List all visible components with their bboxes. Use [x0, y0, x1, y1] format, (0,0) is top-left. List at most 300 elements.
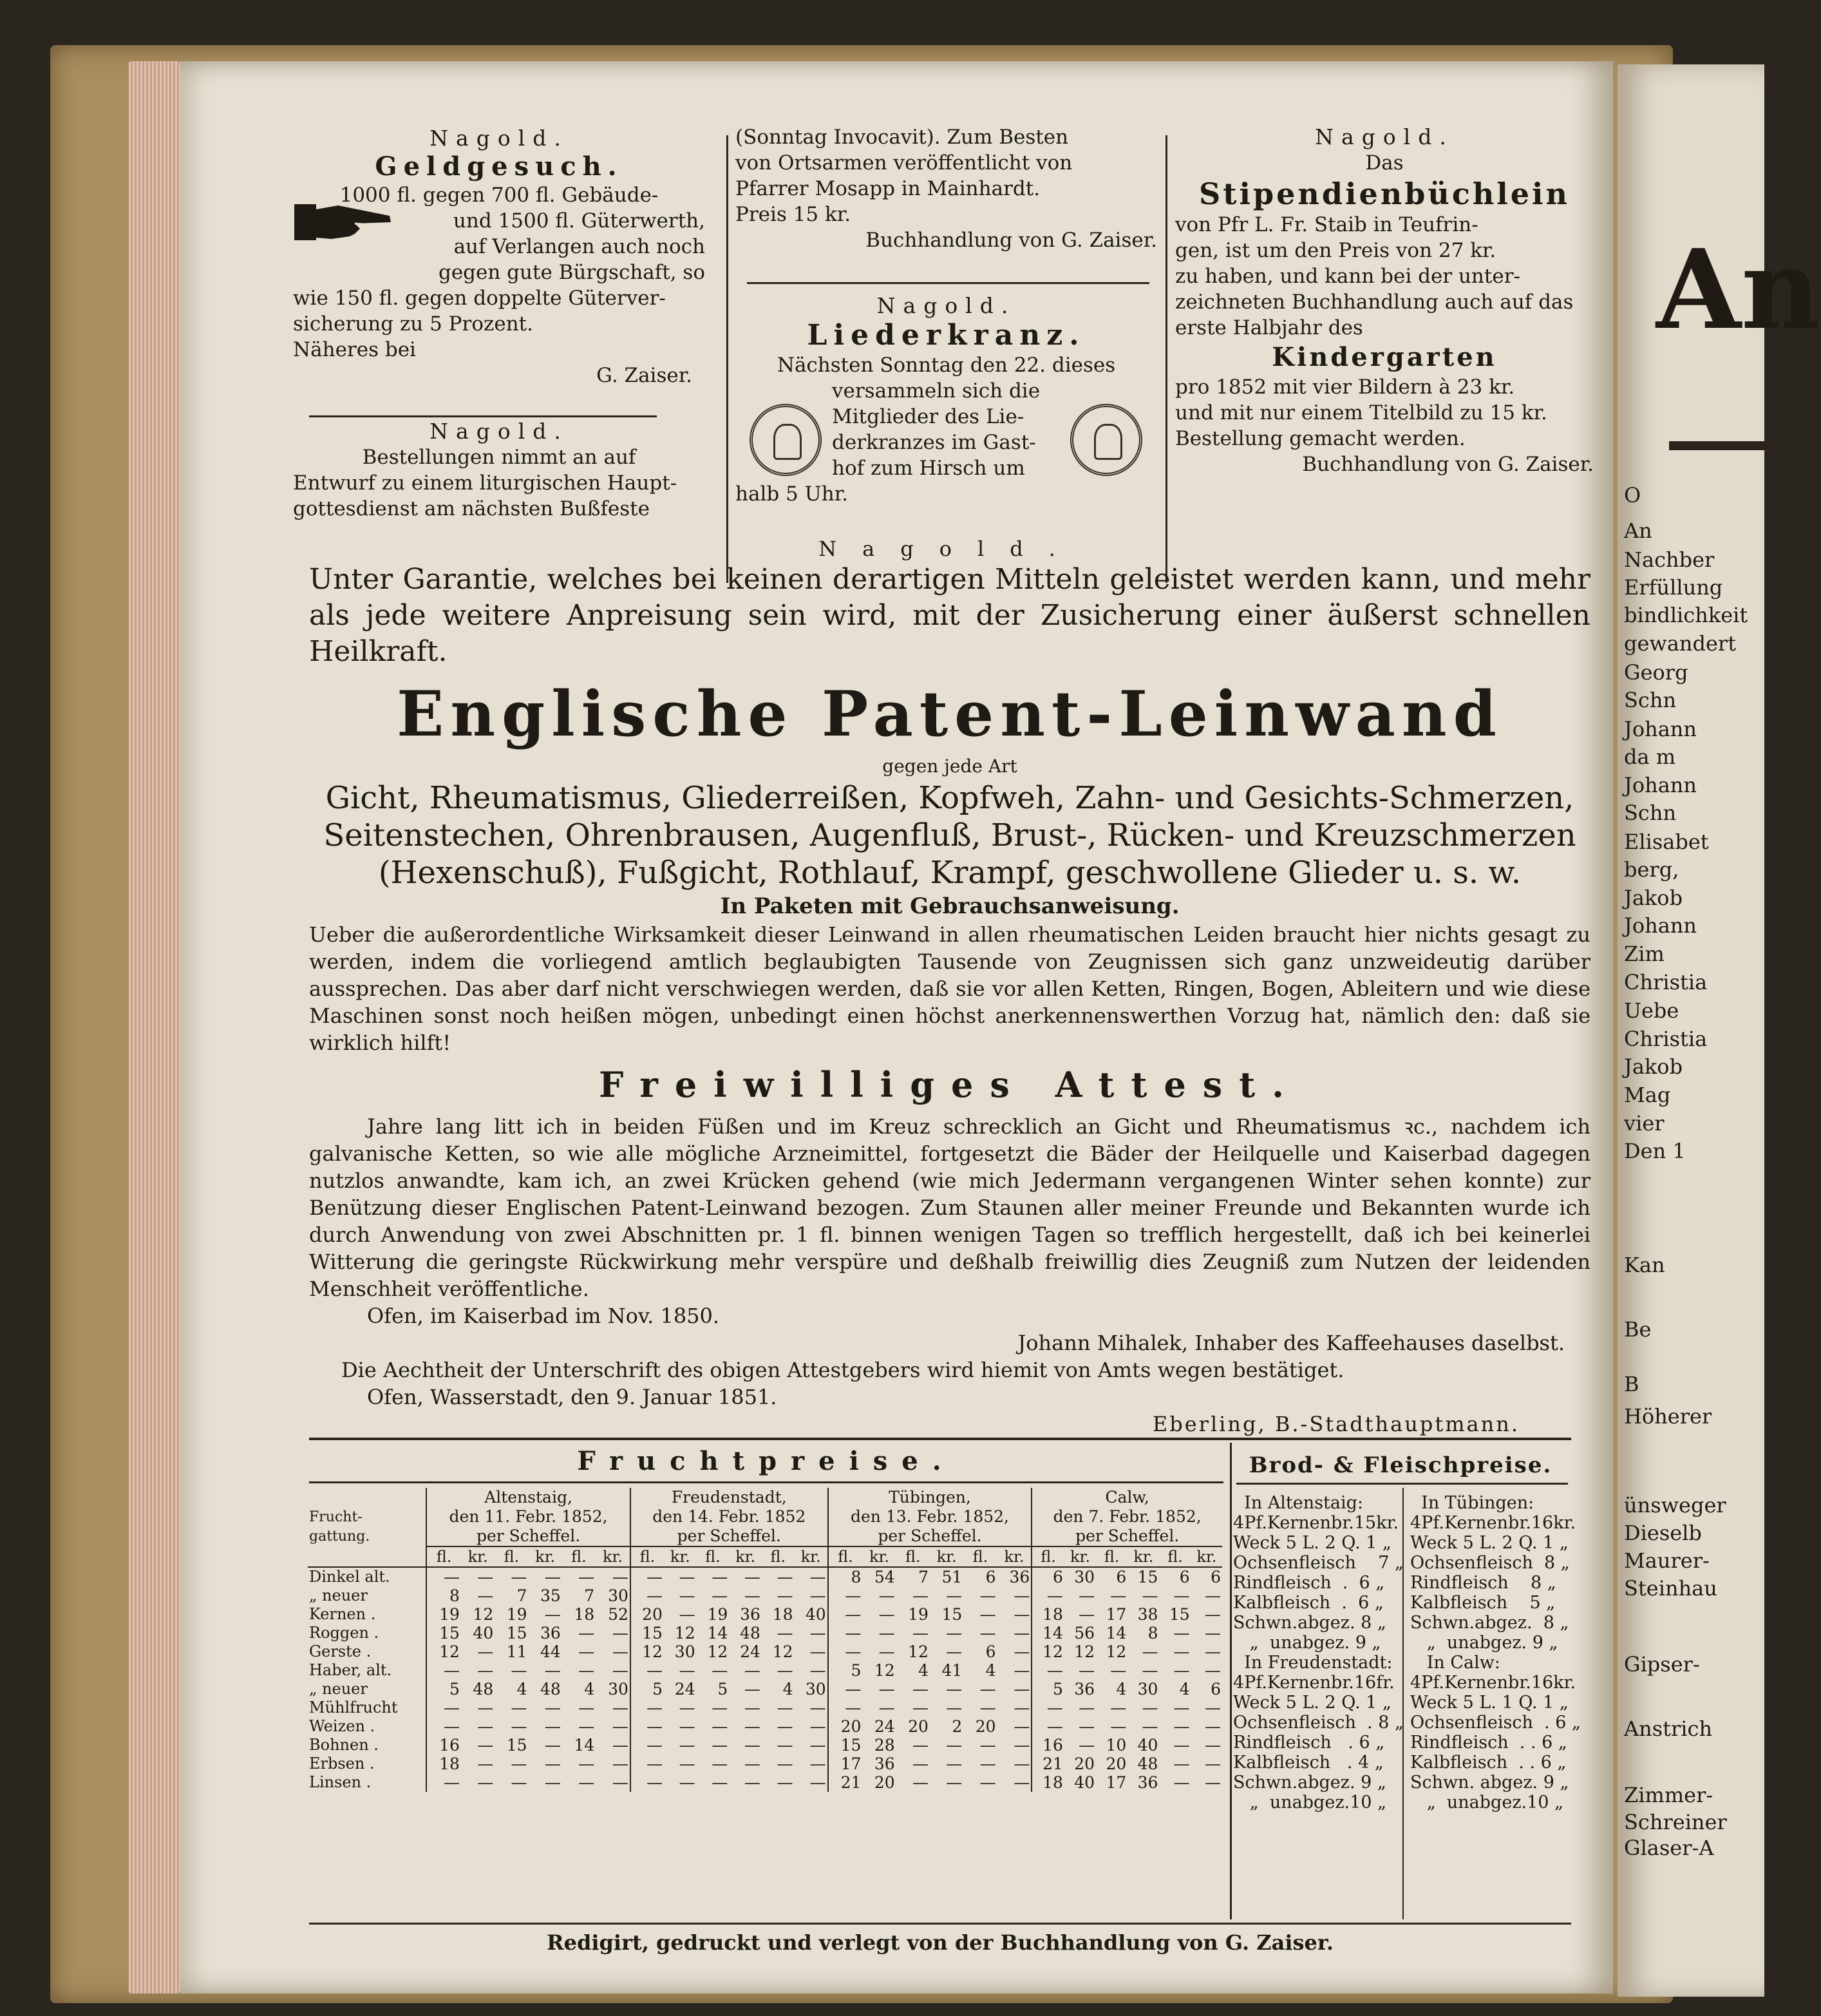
adjacent-page-line: Steinhau	[1624, 1576, 1717, 1601]
price-line: 4Pf.Kernenbr.16kr.	[1410, 1673, 1576, 1693]
price-cell: —	[946, 1698, 963, 1717]
confirmation-signature: Eberling, B.-Stadthauptmann.	[1152, 1412, 1520, 1436]
price-cell: —	[744, 1717, 760, 1736]
price-cell: —	[630, 1773, 664, 1792]
price-cell: 4	[516, 1680, 527, 1698]
adjacent-page-line: Johann	[1624, 717, 1697, 741]
price-cell: 19	[506, 1605, 527, 1624]
price-line: Rindfleisch . 6 „	[1233, 1733, 1385, 1753]
price-cell: —	[809, 1568, 826, 1586]
ad-line: zu haben, und kann bei der unter-	[1175, 265, 1520, 288]
price-cell: —	[809, 1586, 826, 1605]
price-cell: —	[679, 1568, 695, 1586]
grain-name: Linsen .	[309, 1773, 372, 1791]
unit-header: kr.	[930, 1546, 963, 1567]
price-cell: 30	[805, 1680, 826, 1698]
price-cell: —	[912, 1773, 929, 1792]
price-cell: —	[946, 1736, 963, 1754]
adjacent-page-line: Erfüllung	[1624, 575, 1723, 600]
price-cell: —	[612, 1754, 628, 1773]
price-cell: 44	[540, 1642, 561, 1661]
footer-rule	[309, 1923, 1571, 1925]
adjacent-page-line: Christia	[1624, 1027, 1708, 1051]
price-cell: 18	[1032, 1773, 1064, 1792]
grain-name: Kernen .	[309, 1605, 376, 1623]
market-header: Calw, den 7. Febr. 1852, per Scheffel.	[1032, 1488, 1222, 1546]
price-cell: —	[744, 1568, 760, 1586]
price-cell: —	[578, 1754, 595, 1773]
table-rule	[309, 1481, 1223, 1483]
price-cell: 28	[874, 1736, 895, 1754]
price-line: In Tübingen:	[1410, 1493, 1534, 1513]
price-cell: 15	[506, 1736, 527, 1754]
adjacent-page-line: bindlichkeit	[1624, 603, 1748, 627]
ad-place: Nagold.	[1315, 124, 1454, 149]
price-cell: —	[1205, 1661, 1221, 1680]
ad-line: Bestellung gemacht werden.	[1175, 427, 1466, 450]
price-cell: —	[878, 1586, 895, 1605]
price-line: Schwn. abgez. 9 „	[1410, 1773, 1569, 1793]
adjacent-page-line: Zim	[1624, 942, 1665, 966]
ad-body: Ueber die außerordentliche Wirksamkeit dieser Leinwand in allen rheumatischen Leiden braucht hier nichts gesagt zu werden, indem die vorliegend amtlich beglaubigten Tausende von Zeugnissen sich ganz unzweideutig darüber aussprechen. Das aber darf nicht verschwiegen werden, daß sie vor allen Ketten, Ringen, Bogen, Ableitern und wie diese Maschinen sonst noch heißen mögen, unbedingt einen höchst anerkennenswerthen Vorzug hat, nämlich den: daß sie wirklich hilft!	[309, 922, 1590, 1055]
price-cell: 6	[985, 1642, 996, 1661]
price-cell: —	[1014, 1736, 1030, 1754]
adjacent-page-headline: An	[1656, 225, 1821, 354]
adjacent-page-line: B	[1624, 1372, 1639, 1396]
price-cell: —	[630, 1586, 664, 1605]
unit-header: kr.	[729, 1546, 762, 1567]
price-cell: —	[1205, 1717, 1221, 1736]
price-cell: 19	[426, 1605, 461, 1624]
unit-header: kr.	[1064, 1546, 1096, 1567]
price-cell: 19	[908, 1605, 929, 1624]
brodpreise-col-1	[1233, 1493, 1404, 1812]
price-cell: —	[828, 1642, 863, 1661]
price-cell: —	[612, 1642, 628, 1661]
price-line: Ochsenfleisch 8 „	[1410, 1553, 1570, 1573]
adjacent-page-line: Den 1	[1624, 1139, 1686, 1163]
price-cell: —	[1079, 1717, 1095, 1736]
ad-lead: Unter Garantie, welches bei keinen derartigen Mitteln geleistet werden kann, und mehr als jede weitere Anpreisung sein wird, mit der Zusicherung einer äußerst schnellen Heilkraft.	[309, 563, 1590, 668]
price-cell: —	[544, 1717, 561, 1736]
price-cell: —	[1110, 1661, 1127, 1680]
price-cell: —	[477, 1754, 494, 1773]
ad-line: halb 5 Uhr.	[735, 482, 848, 506]
price-cell: 6	[985, 1568, 996, 1586]
price-line: Schwn.abgez. 9 „	[1233, 1773, 1386, 1793]
attest-signature: Johann Mihalek, Inhaber des Kaffeehauses daselbst.	[1017, 1331, 1565, 1355]
lyre-emblem-icon	[750, 404, 822, 476]
imprint: Redigirt, gedruckt und verlegt von der Buchhandlung von G. Zaiser.	[547, 1930, 1334, 1955]
table-row	[308, 1624, 1222, 1642]
price-cell: —	[1014, 1624, 1030, 1642]
price-cell: —	[828, 1605, 863, 1624]
price-line: Weck 5 L. 1 Q. 1 „	[1410, 1693, 1569, 1713]
price-cell: 40	[805, 1605, 826, 1624]
price-line: Schwn.abgez. 8 „	[1410, 1613, 1569, 1633]
market-header: Altenstaig, den 11. Febr. 1852, per Scheffel.	[426, 1488, 630, 1546]
adjacent-page-line: Glaser-A	[1624, 1836, 1714, 1860]
market-header: Tübingen, den 13. Febr. 1852, per Scheffel.	[828, 1488, 1032, 1546]
price-cell: 14	[1106, 1624, 1127, 1642]
price-cell: —	[809, 1624, 826, 1642]
price-cell: —	[1173, 1642, 1190, 1661]
price-cell: 2	[952, 1717, 963, 1736]
price-cell: —	[979, 1773, 996, 1792]
unit-header: kr.	[1191, 1546, 1222, 1567]
ad-bestellungen	[293, 419, 705, 522]
price-cell: 36	[1074, 1680, 1095, 1698]
column-rule	[1230, 1443, 1232, 1919]
confirmation-place-date: Ofen, Wasserstadt, den 9. Januar 1851.	[367, 1385, 777, 1409]
price-line: Weck 5 L. 2 Q. 1 „	[1233, 1533, 1392, 1553]
price-cell: 20	[630, 1605, 664, 1624]
price-cell: 6	[1116, 1568, 1127, 1586]
price-cell: —	[578, 1773, 595, 1792]
ad-line: versammeln sich die	[832, 379, 1041, 403]
adjacent-page-line: Mag	[1624, 1083, 1671, 1107]
price-cell: 51	[941, 1568, 963, 1586]
price-cell: —	[477, 1642, 494, 1661]
adjacent-page-line: Jakob	[1624, 886, 1683, 910]
price-cell: 18	[1032, 1605, 1064, 1624]
price-cell: 17	[1106, 1605, 1127, 1624]
price-cell: —	[612, 1773, 628, 1792]
price-cell: 7	[516, 1586, 527, 1605]
ad-stipendienbuechlein	[1175, 124, 1594, 477]
price-cell: —	[1014, 1754, 1030, 1773]
price-cell: —	[777, 1773, 793, 1792]
price-cell: —	[1014, 1661, 1030, 1680]
ad-liederkranz	[735, 293, 1157, 507]
ad-line: gegen gute Bürgschaft, so	[438, 261, 705, 284]
price-cell: —	[1014, 1586, 1030, 1605]
price-cell: 35	[540, 1586, 561, 1605]
price-cell: 20	[908, 1717, 929, 1736]
price-cell: —	[809, 1773, 826, 1792]
ad-title: Geldgesuch.	[375, 151, 623, 182]
price-line: Kalbfleisch 5 „	[1410, 1593, 1556, 1613]
unit-header: fl.	[1159, 1546, 1191, 1567]
ad-line: von Pfr L. Fr. Staib in Teufrin-	[1175, 213, 1478, 236]
price-cell: 12	[1106, 1642, 1127, 1661]
adjacent-page-line: Maurer-	[1624, 1548, 1710, 1573]
ad-line: Näheres bei	[293, 338, 416, 361]
price-cell: —	[777, 1698, 793, 1717]
price-cell: 48	[540, 1680, 561, 1698]
price-cell: 8	[426, 1586, 461, 1605]
adjacent-page-line: Georg	[1624, 660, 1688, 685]
price-cell: —	[1173, 1754, 1190, 1773]
price-line: Weck 5 L. 2 Q. 1 „	[1410, 1533, 1569, 1553]
price-cell: —	[477, 1698, 494, 1717]
price-cell: —	[612, 1568, 628, 1586]
price-cell: 30	[608, 1586, 628, 1605]
price-cell: —	[477, 1568, 494, 1586]
ad-line: Bestellungen nimmt an auf	[362, 446, 636, 469]
grain-name: Erbsen .	[309, 1754, 375, 1773]
price-cell: —	[544, 1661, 561, 1680]
price-cell: —	[946, 1586, 963, 1605]
price-line: Weck 5 L. 2 Q. 1 „	[1233, 1693, 1392, 1713]
price-cell: 12	[874, 1661, 895, 1680]
price-cell: 19	[707, 1605, 728, 1624]
grain-name: Weizen .	[309, 1717, 375, 1735]
grain-name: Haber, alt.	[309, 1661, 392, 1679]
price-cell: —	[712, 1773, 728, 1792]
price-cell: 5	[1032, 1680, 1064, 1698]
price-cell: 20	[874, 1773, 895, 1792]
price-cell: —	[946, 1773, 963, 1792]
price-cell: —	[946, 1624, 963, 1642]
ad-line: Entwurf zu einem liturgischen Haupt-	[293, 471, 677, 495]
price-cell: —	[809, 1642, 826, 1661]
adjacent-page-line: Johann	[1624, 913, 1697, 938]
price-cell: 12	[1074, 1642, 1095, 1661]
table-rule	[1236, 1483, 1568, 1485]
price-cell: 40	[1137, 1736, 1158, 1754]
price-cell: —	[544, 1736, 561, 1754]
price-cell: —	[544, 1568, 561, 1586]
price-cell: 24	[674, 1680, 695, 1698]
price-cell: —	[1014, 1698, 1030, 1717]
price-cell: —	[712, 1736, 728, 1754]
price-cell: —	[828, 1680, 863, 1698]
ad-line: und 1500 fl. Güterwerth,	[453, 209, 705, 233]
price-cell: 16	[426, 1736, 461, 1754]
price-cell: —	[809, 1698, 826, 1717]
price-cell: —	[1032, 1717, 1064, 1736]
price-cell: —	[809, 1736, 826, 1754]
price-cell: —	[979, 1680, 996, 1698]
ad-title: Liederkranz.	[807, 319, 1086, 352]
ad-line: hof zum Hirsch um	[832, 457, 1025, 480]
ad-signer: G. Zaiser.	[596, 364, 692, 387]
price-cell: —	[878, 1680, 895, 1698]
market-header: Freudenstadt, den 14. Febr. 1852 per Scheffel.	[630, 1488, 828, 1546]
price-cell: 40	[473, 1624, 494, 1642]
price-cell: —	[612, 1717, 628, 1736]
price-cell: 48	[740, 1624, 760, 1642]
price-cell: 24	[740, 1642, 760, 1661]
unit-header: kr.	[1128, 1546, 1159, 1567]
adjacent-page-line: Nachber	[1624, 547, 1715, 572]
price-line: Kalbfleisch . . 6 „	[1410, 1753, 1567, 1773]
price-cell: 5	[828, 1661, 863, 1680]
price-line: In Freudenstadt:	[1233, 1653, 1393, 1673]
ad-against: gegen jede Art	[882, 756, 1017, 777]
price-cell: 36	[540, 1624, 561, 1642]
adjacent-page-fragment	[1618, 64, 1821, 1997]
grain-name: Dinkel alt.	[309, 1568, 390, 1586]
adjacent-page-line: ünsweger	[1624, 1493, 1726, 1517]
price-line: 4Pf.Kernenbr.15kr.	[1233, 1513, 1399, 1533]
price-cell: 15	[828, 1736, 863, 1754]
price-cell: 15	[426, 1624, 461, 1642]
price-cell: —	[426, 1717, 461, 1736]
price-cell: —	[544, 1698, 561, 1717]
price-cell: —	[679, 1717, 695, 1736]
attest-heading: Freiwilliges Attest.	[599, 1064, 1301, 1105]
price-cell: 17	[1106, 1773, 1127, 1792]
grain-name: „ neuer	[309, 1680, 368, 1698]
price-cell: 20	[975, 1717, 996, 1736]
ad-line: auf Verlangen auch noch	[453, 235, 705, 258]
adjacent-page-line: vier	[1624, 1111, 1665, 1136]
grain-name: Gerste .	[309, 1642, 372, 1660]
attest-place-date: Ofen, im Kaiserbad im Nov. 1850.	[367, 1304, 720, 1328]
price-cell: —	[912, 1736, 929, 1754]
price-cell: —	[1032, 1586, 1064, 1605]
price-cell: 14	[574, 1736, 595, 1754]
price-cell: —	[511, 1661, 527, 1680]
adjacent-page-line: An	[1624, 518, 1652, 543]
price-cell: 36	[874, 1754, 895, 1773]
brodpreise-title: Brod- & Fleischpreise.	[1249, 1452, 1552, 1478]
price-cell: —	[630, 1736, 664, 1754]
price-cell: —	[878, 1642, 895, 1661]
price-cell: —	[828, 1698, 863, 1717]
ad-packaging: In Paketen mit Gebrauchsanweisung.	[720, 893, 1180, 919]
price-cell: —	[578, 1642, 595, 1661]
ad-line: wie 150 fl. gegen doppelte Güterver-	[293, 287, 666, 310]
price-cell: —	[612, 1736, 628, 1754]
price-cell: 36	[1137, 1773, 1158, 1792]
ad-line: Pfarrer Mosapp in Mainhardt.	[735, 177, 1041, 200]
pointing-hand-icon	[293, 198, 396, 245]
price-line: Schwn.abgez. 8 „	[1233, 1613, 1386, 1633]
price-cell: 30	[1074, 1568, 1095, 1586]
adjacent-page-line: Elisabet	[1624, 830, 1709, 854]
unit-header: fl.	[495, 1546, 528, 1567]
price-cell: —	[578, 1624, 595, 1642]
price-cell: —	[777, 1717, 793, 1736]
price-cell: —	[544, 1605, 561, 1624]
price-cell: 15	[630, 1624, 664, 1642]
price-cell: 10	[1106, 1736, 1127, 1754]
price-cell: —	[1173, 1773, 1190, 1792]
price-cell: —	[679, 1661, 695, 1680]
price-cell: —	[1205, 1754, 1221, 1773]
price-line: „ unabgez. 9 „	[1233, 1633, 1381, 1653]
adjacent-page-rule	[1669, 441, 1772, 450]
price-cell: 15	[1137, 1568, 1158, 1586]
divider	[747, 282, 1149, 284]
price-cell: —	[979, 1624, 996, 1642]
price-line: 4Pf.Kernenbr.16fr.	[1233, 1673, 1395, 1693]
price-cell: 15	[506, 1624, 527, 1642]
price-cell: —	[712, 1568, 728, 1586]
unit-header: kr.	[997, 1546, 1032, 1567]
price-cell: —	[1205, 1624, 1221, 1642]
price-line: Ochsenfleisch . 6 „	[1410, 1713, 1581, 1733]
unit-header: fl.	[762, 1546, 795, 1567]
price-cell: —	[979, 1586, 996, 1605]
price-cell: —	[912, 1586, 929, 1605]
ad-line: von Ortsarmen veröffentlicht von	[735, 151, 1073, 175]
price-cell: —	[878, 1698, 895, 1717]
price-cell: 15	[1169, 1605, 1190, 1624]
price-cell: —	[511, 1568, 527, 1586]
price-cell: 6	[1211, 1568, 1221, 1586]
unit-header: kr.	[862, 1546, 896, 1567]
section-rule	[309, 1438, 1571, 1440]
ad-line: Mitglieder des Lie-	[832, 405, 1024, 428]
price-line: Kalbfleisch . 6 „	[1233, 1593, 1384, 1613]
grain-name: Roggen .	[309, 1624, 379, 1642]
ad-line: Preis 15 kr.	[735, 203, 851, 226]
price-cell: —	[679, 1698, 695, 1717]
price-cell: —	[828, 1624, 863, 1642]
price-cell: 16	[1032, 1736, 1064, 1754]
price-cell: —	[777, 1661, 793, 1680]
price-cell: 54	[874, 1568, 895, 1586]
price-cell: —	[477, 1773, 494, 1792]
price-cell: —	[578, 1568, 595, 1586]
price-cell: —	[612, 1698, 628, 1717]
price-cell: 4	[584, 1680, 595, 1698]
brodpreise-col-2	[1410, 1493, 1581, 1812]
price-cell: —	[712, 1586, 728, 1605]
price-cell: —	[1205, 1586, 1221, 1605]
divider	[309, 415, 657, 417]
adjacent-page-line: Höherer	[1624, 1404, 1712, 1429]
price-cell: —	[1032, 1698, 1064, 1717]
price-line: Rindfleisch . 6 „	[1233, 1573, 1385, 1593]
price-line: „ unabgez.10 „	[1410, 1793, 1564, 1812]
table-row	[308, 1567, 1222, 1586]
price-cell: 4	[782, 1680, 793, 1698]
price-cell: —	[511, 1773, 527, 1792]
price-cell: —	[1079, 1661, 1095, 1680]
price-line: „ unabgez. 9 „	[1410, 1633, 1558, 1653]
price-cell: 14	[707, 1624, 728, 1642]
price-cell: —	[878, 1624, 895, 1642]
price-cell: 36	[740, 1605, 760, 1624]
ad-geldgesuch	[293, 126, 705, 388]
unit-header: kr.	[529, 1546, 562, 1567]
ad-patent-leinwand	[309, 536, 1590, 1438]
price-cell: —	[744, 1773, 760, 1792]
lyre-emblem-icon	[1070, 404, 1142, 476]
price-cell: —	[1205, 1698, 1221, 1717]
price-cell: —	[578, 1661, 595, 1680]
price-cell: 5	[426, 1680, 461, 1698]
unit-header: kr.	[664, 1546, 697, 1567]
unit-header: fl.	[630, 1546, 664, 1567]
price-cell: —	[544, 1754, 561, 1773]
adjacent-page-line: O	[1624, 483, 1641, 508]
price-cell: —	[1110, 1717, 1127, 1736]
price-cell: —	[1142, 1661, 1158, 1680]
table-row	[308, 1736, 1222, 1754]
price-cell: 20	[828, 1717, 863, 1736]
price-cell: 12	[707, 1642, 728, 1661]
price-cell: 12	[426, 1642, 461, 1661]
ad-line: zeichneten Buchhandlung auch auf das	[1175, 290, 1574, 314]
price-cell: 4	[985, 1661, 996, 1680]
ad-title: Stipendienbüchlein	[1199, 176, 1570, 211]
table-row	[308, 1661, 1222, 1680]
table-row	[308, 1754, 1222, 1773]
table-row	[308, 1586, 1222, 1605]
ad-place: Nagold.	[818, 537, 1081, 561]
unit-header: fl.	[896, 1546, 930, 1567]
price-cell: —	[809, 1717, 826, 1736]
price-cell: 14	[1032, 1624, 1064, 1642]
price-cell: —	[1014, 1605, 1030, 1624]
price-cell: 7	[584, 1586, 595, 1605]
